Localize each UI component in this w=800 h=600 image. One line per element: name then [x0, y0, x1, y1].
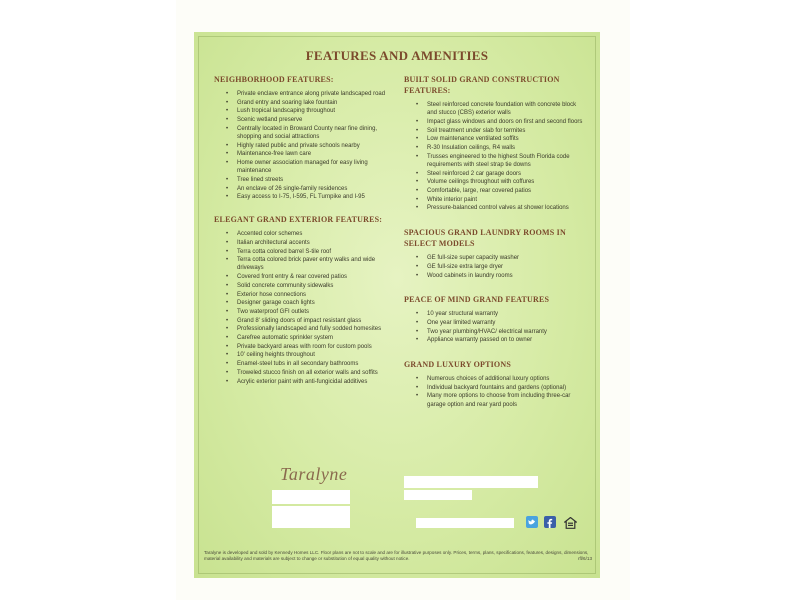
redacted-block: [416, 518, 514, 528]
feature-item: • One year limited warranty: [427, 319, 584, 327]
feature-item: • Grand 8' sliding doors of impact resistant glass: [237, 317, 394, 325]
feature-item: • Italian architectural accents: [237, 239, 394, 247]
feature-item: • Enamel-steel tubs in all secondary bathrooms: [237, 360, 394, 368]
footer-code: rfl/6/13: [577, 556, 592, 561]
feature-item: • Trusses engineered to the highest South Florida code requirements with steel strap tie downs: [427, 153, 584, 169]
taralyne-logo: Taralyne: [280, 464, 348, 484]
feature-item: • Grand entry and soaring lake fountain: [237, 99, 394, 107]
feature-item: • White interior paint: [427, 196, 584, 204]
section-laundry: [404, 227, 584, 280]
feature-item: • Private backyard areas with room for custom pools: [237, 343, 394, 351]
feature-item: • Acrylic exterior paint with anti-fungicidal additives: [237, 378, 394, 386]
feature-item: • Tree lined streets: [237, 176, 394, 184]
feature-item: • Covered front entry & rear covered patios: [237, 273, 394, 281]
section-neighborhood: [214, 74, 394, 202]
section-heading: BUILT SOLID GRAND CONSTRUCTION FEATURES:: [404, 75, 560, 95]
feature-item: • Private enclave entrance along private landscaped road: [237, 90, 394, 98]
feature-item: • 10' ceiling heights throughout: [237, 351, 394, 359]
feature-item: • Lush tropical landscaping throughout: [237, 107, 394, 115]
section-luxury-options: [404, 359, 584, 409]
feature-item: • Designer garage coach lights: [237, 299, 394, 307]
feature-item: • GE full-size super capacity washer: [427, 254, 584, 262]
left-column: [214, 74, 394, 386]
feature-item: • Troweled stucco finish on all exterior walls and soffits: [237, 369, 394, 377]
feature-item: • Appliance warranty passed on to owner: [427, 336, 584, 344]
disclaimer-footer: [204, 550, 592, 562]
feature-item: • Maintenance-free lawn care: [237, 150, 394, 158]
feature-item: • Soil treatment under slab for termites: [427, 127, 584, 135]
feature-list: [214, 230, 394, 386]
section-peace-of-mind: [404, 294, 584, 344]
feature-item: • Carefree automatic sprinkler system: [237, 334, 394, 342]
feature-item: • Accented color schemes: [237, 230, 394, 238]
facebook-icon[interactable]: [544, 516, 556, 528]
twitter-icon[interactable]: [526, 516, 538, 528]
feature-item: • R-30 Insulation ceilings, R4 walls: [427, 144, 584, 152]
flyer-sheet: [194, 32, 600, 578]
section-construction: [404, 74, 584, 213]
feature-item: • Easy access to I-75, I-595, FL Turnpike and I-95: [237, 193, 394, 201]
disclaimer-text: Taralyne is developed and sold by Kennedy Homes LLC. Floor plans are not to scale and are for illustrative purposes only. Prices, terms, plans, specifications, features, designs, dimensions, material availability and materials are subject to change or substitution of equal quality without notice.: [204, 550, 589, 561]
feature-item: • Comfortable, large, rear covered patios: [427, 187, 584, 195]
feature-item: • Terra cotta colored brick paver entry walks and wide driveways: [237, 256, 394, 272]
section-exterior: [214, 214, 394, 386]
feature-list: [214, 90, 394, 202]
feature-item: • Solid concrete community sidewalks: [237, 282, 394, 290]
section-heading: ELEGANT GRAND EXTERIOR FEATURES:: [214, 215, 383, 225]
equal-housing-icon: [564, 516, 576, 528]
redacted-block: [272, 506, 350, 528]
section-heading: SPACIOUS GRAND LAUNDRY ROOMS IN SELECT MODELS: [404, 228, 566, 249]
section-heading: PEACE OF MIND GRAND FEATURES: [404, 295, 550, 305]
feature-item: • Impact glass windows and doors on first and second floors: [427, 118, 584, 126]
feature-item: • Many more options to choose from including three-car garage option and rear yard pools: [427, 392, 584, 408]
feature-list: [404, 310, 584, 344]
feature-item: • Individual backyard fountains and gardens (optional): [427, 384, 584, 392]
feature-item: • Terra cotta colored barrel S-tile roof: [237, 248, 394, 256]
feature-item: • Two waterproof GFI outlets: [237, 308, 394, 316]
feature-item: • 10 year structural warranty: [427, 310, 584, 318]
feature-item: • Home owner association managed for easy living maintenance: [237, 159, 394, 175]
section-heading: GRAND LUXURY OPTIONS: [404, 360, 511, 370]
feature-list: [404, 101, 584, 213]
feature-item: • Steel reinforced 2 car garage doors: [427, 170, 584, 178]
feature-item: • Pressure-balanced control valves at shower locations: [427, 204, 584, 212]
feature-item: • Low maintenance ventilated soffits: [427, 135, 584, 143]
feature-item: • Two year plumbing/HVAC/ electrical warranty: [427, 328, 584, 336]
section-heading: NEIGHBORHOOD FEATURES:: [214, 75, 334, 84]
redacted-block: [272, 490, 350, 504]
redacted-block: [404, 490, 472, 500]
feature-list: [404, 375, 584, 409]
right-column: [404, 74, 584, 409]
feature-list: [404, 254, 584, 280]
feature-item: • An enclave of 26 single-family residences: [237, 185, 394, 193]
feature-item: • Steel reinforced concrete foundation with concrete block and stucco (CBS) exterior walls: [427, 101, 584, 117]
feature-item: • Highly rated public and private schools nearby: [237, 142, 394, 150]
feature-item: • Scenic wetland preserve: [237, 116, 394, 124]
feature-item: • Numerous choices of additional luxury options: [427, 375, 584, 383]
feature-item: • Exterior hose connections: [237, 291, 394, 299]
feature-item: • GE full-size extra large dryer: [427, 263, 584, 271]
feature-item: • Centrally located in Broward County near fine dining, shopping and social attractions: [237, 125, 394, 141]
feature-item: • Professionally landscaped and fully sodded homesites: [237, 325, 394, 333]
redacted-block: [404, 476, 538, 488]
page-title: FEATURES AND AMENITIES: [305, 48, 489, 63]
feature-item: • Volume ceilings throughout with coffures: [427, 178, 584, 186]
feature-item: • Wood cabinets in laundry rooms: [427, 272, 584, 280]
